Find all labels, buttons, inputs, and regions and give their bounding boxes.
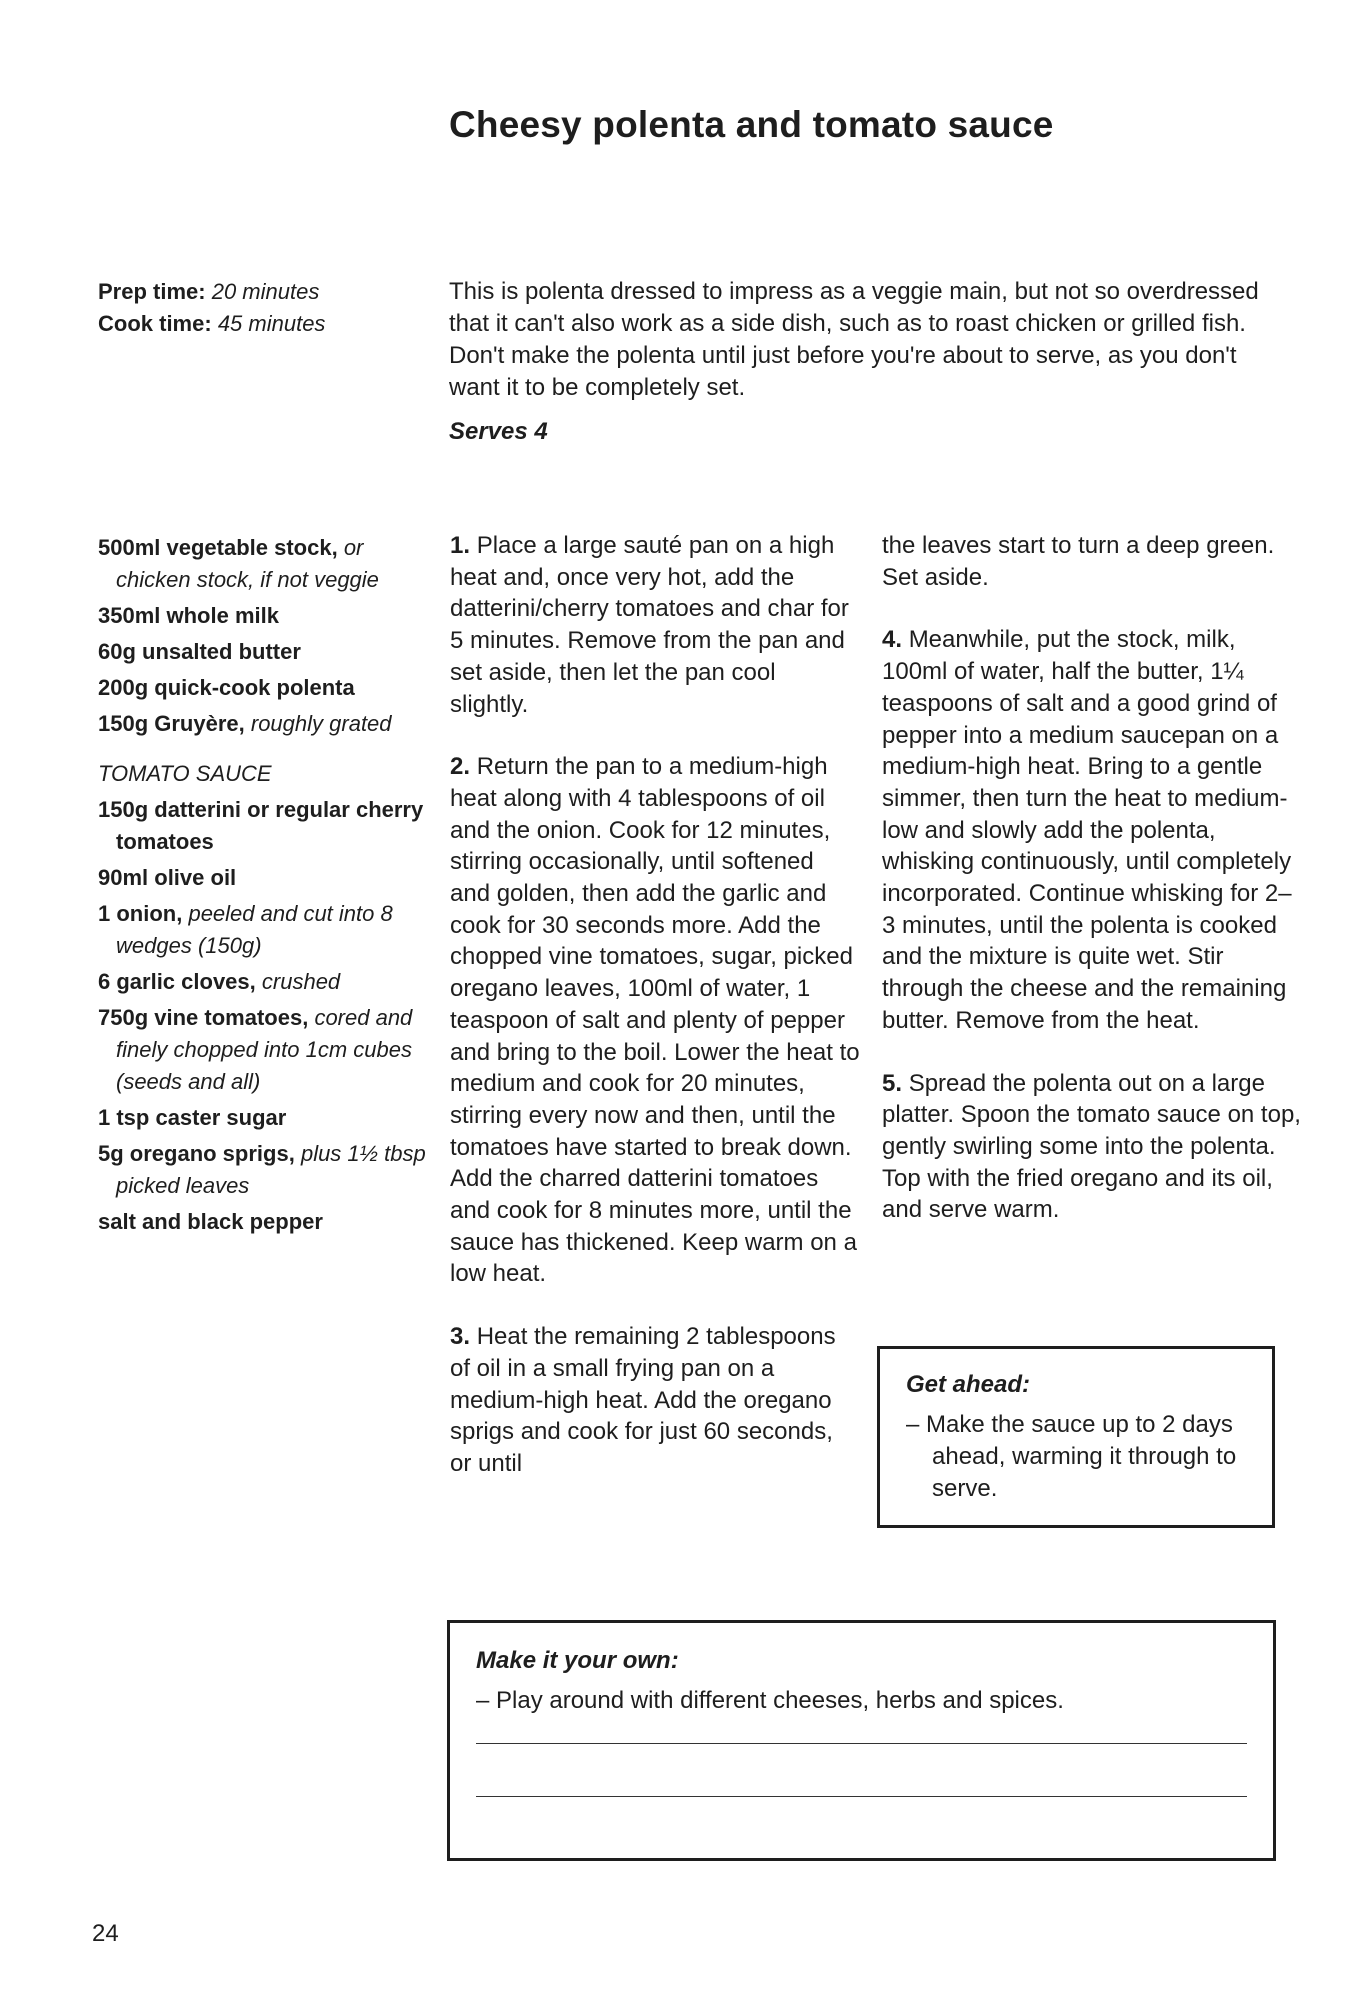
ingredient-quantity: salt and black pepper (98, 1209, 323, 1234)
method-step-3-continued (882, 530, 1302, 593)
method-step-3 (450, 1321, 860, 1480)
step-text: Return the pan to a medium-high heat along with 4 tablespoons of oil and the onion. Cook for 12 minutes, stirring occasionally, until softened and golden, then add the garlic and cook for 30 seconds more. Add the chopped vine tomatoes, sugar, picked oregano leaves, 100ml of water, 1 teaspoon of salt and plenty of pepper and bring to the boil. Lower the heat to medium and cook for 20 minutes, stirring every now and then, until the tomatoes have started to break down. Add the charred datterini tomatoes and cook for 8 minutes more, until the sauce has thickened. Keep warm on a low heat. (450, 753, 860, 1288)
recipe-times (98, 276, 325, 340)
make-it-your-own-heading: Make it your own: (476, 1647, 679, 1674)
get-ahead-text: – Make the sauce up to 2 days ahead, warming it through to serve. (906, 1411, 1237, 1502)
step-number: 2. (450, 753, 471, 781)
ingredient-note: peeled and cut into 8 wedges (150g) (116, 901, 393, 958)
ingredient-quantity: 350ml whole milk (98, 603, 279, 628)
ingredient-item (98, 1138, 428, 1202)
ingredient-item (98, 862, 428, 894)
ingredient-note: roughly grated (250, 711, 392, 736)
write-in-line[interactable] (476, 1796, 1247, 1797)
get-ahead-box (877, 1346, 1275, 1528)
ingredient-quantity: 1 onion, (98, 901, 183, 926)
prep-time-label: Prep time: (98, 279, 206, 304)
ingredient-item (98, 794, 428, 858)
method-step-5 (882, 1068, 1302, 1227)
cook-time-label: Cook time: (98, 311, 212, 336)
ingredient-note: cored and finely chopped into 1cm cubes (seeds and all) (116, 1005, 413, 1094)
ingredient-quantity: 750g vine tomatoes, (98, 1005, 309, 1030)
step-number: 4. (882, 626, 903, 654)
prep-time-value: 20 minutes (211, 279, 320, 304)
recipe-intro: This is polenta dressed to impress as a veggie main, but not so overdressed that it can't also work as a side dish, such as to roast chicken or grilled fish. Don't make the polenta until just before you're about to serve, as you don't want it to be completely set. (449, 278, 1259, 401)
ingredient-quantity: 150g Gruyère, (98, 711, 245, 736)
get-ahead-heading: Get ahead: (906, 1371, 1031, 1398)
ingredient-note: plus 1½ tbsp picked leaves (116, 1141, 426, 1198)
ingredient-quantity: 200g quick-cook polenta (98, 675, 355, 700)
step-text: Place a large sauté pan on a high heat and, once very hot, add the datterini/cherry tomatoes and char for 5 minutes. Remove from the pan and set aside, then let the pan cool slightly. (450, 532, 849, 718)
ingredient-quantity: 60g unsalted butter (98, 639, 301, 664)
ingredient-item (98, 708, 428, 740)
ingredient-item (98, 672, 428, 704)
ingredient-quantity: 90ml olive oil (98, 865, 237, 890)
ingredient-quantity: 500ml vegetable stock, (98, 535, 338, 560)
cook-time (98, 308, 325, 340)
ingredient-item (98, 966, 428, 998)
method-step-2 (450, 751, 860, 1290)
recipe-title: Cheesy polenta and tomato sauce (449, 104, 1054, 145)
tomato-sauce-heading: TOMATO SAUCE (98, 761, 272, 786)
method-column-2 (882, 530, 1302, 1257)
ingredient-note: crushed (261, 969, 341, 994)
step-text: the leaves start to turn a deep green. Set aside. (882, 532, 1275, 591)
ingredient-note: or chicken stock, if not veggie (116, 535, 379, 592)
cook-time-value: 45 minutes (217, 311, 326, 336)
method-step-1 (450, 530, 860, 720)
serves: Serves 4 (449, 418, 548, 445)
step-text: Heat the remaining 2 tablespoons of oil in a small frying pan on a medium-high heat. Add the oregano sprigs and cook for just 60 seconds, or until (450, 1323, 836, 1477)
step-text: Meanwhile, put the stock, milk, 100ml of water, half the butter, 1¼ teaspoons of salt and a good grind of pepper into a medium saucepan on a medium-high heat. Bring to a gentle simmer, then turn the heat to medium-low and slowly add the polenta, whisking continuously, until completely incorporated. Continue whisking for 2–3 minutes, until the polenta is cooked and the mixture is quite wet. Stir through the cheese and the remaining butter. Remove from the heat. (882, 626, 1292, 1034)
make-it-your-own-box (447, 1620, 1276, 1861)
ingredient-item (98, 1002, 428, 1098)
make-it-your-own-text: – Play around with different cheeses, herbs and spices. (476, 1687, 1064, 1714)
step-number: 5. (882, 1069, 903, 1097)
ingredient-quantity: 1 tsp caster sugar (98, 1105, 287, 1130)
ingredient-quantity: 5g oregano sprigs, (98, 1141, 295, 1166)
ingredient-item (98, 1102, 428, 1134)
ingredient-item (98, 898, 428, 962)
ingredient-quantity: 6 garlic cloves, (98, 969, 256, 994)
ingredients-list (98, 532, 428, 1242)
step-number: 3. (450, 1323, 471, 1351)
ingredient-item (98, 1206, 428, 1238)
prep-time (98, 276, 325, 308)
method-step-4 (882, 624, 1302, 1036)
ingredient-item (98, 600, 428, 632)
ingredient-quantity: 150g datterini or regular cherry tomatoes (98, 797, 424, 854)
ingredient-item (98, 532, 428, 596)
page-number: 24 (92, 1920, 119, 1947)
step-text: Spread the polenta out on a large platter. Spoon the tomato sauce on top, gently swirling some into the polenta. Top with the fried oregano and its oil, and serve warm. (882, 1069, 1301, 1224)
method-column-1 (450, 530, 860, 1511)
ingredient-item (98, 636, 428, 668)
write-in-line[interactable] (476, 1743, 1247, 1744)
step-number: 1. (450, 532, 471, 559)
